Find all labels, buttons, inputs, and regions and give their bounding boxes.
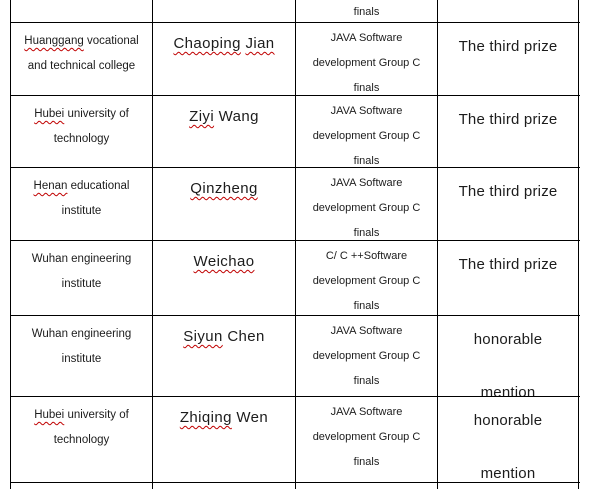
text-segment: development Group C [312, 202, 421, 214]
text-line [296, 344, 437, 369]
cell-award[interactable] [438, 397, 579, 482]
text-line [296, 319, 437, 344]
misspelled-word: Zhiqing [179, 409, 232, 426]
text-segment: Wuhan engineering [31, 328, 132, 340]
text-segment: Wuhan engineering [31, 253, 132, 265]
table-row [11, 0, 580, 23]
text-segment: finals [353, 456, 380, 468]
text-segment: institute [61, 205, 102, 217]
text-segment: finals [353, 300, 380, 312]
cell-institution[interactable] [11, 397, 153, 482]
text-line [438, 107, 578, 132]
table-row [11, 483, 580, 489]
cell-award[interactable] [438, 23, 579, 95]
text-line [438, 461, 578, 482]
cell-award[interactable] [438, 483, 579, 489]
text-segment: educational [67, 180, 130, 192]
cell-award[interactable] [438, 168, 579, 240]
text-segment: and technical college [27, 60, 136, 72]
text-line [296, 244, 437, 269]
text-segment: development Group C [312, 350, 421, 362]
cell-institution[interactable] [11, 0, 153, 22]
text-segment: institute [61, 278, 102, 290]
text-segment: The third prize [458, 256, 558, 273]
text-segment: The third prize [458, 111, 558, 128]
text-segment: JAVA Software [330, 32, 403, 44]
text-segment: Chen [222, 328, 265, 345]
text-segment: finals [353, 155, 380, 167]
cell-event-category[interactable] [296, 397, 438, 482]
text-segment: university of [64, 409, 129, 421]
table-row [11, 316, 580, 397]
cell-event-category[interactable] [296, 23, 438, 95]
cell-institution[interactable] [11, 316, 153, 396]
text-line [296, 369, 437, 394]
text-segment: vocational [83, 35, 139, 47]
text-line [153, 405, 295, 430]
text-segment: honorable [473, 331, 543, 348]
text-line [153, 249, 295, 274]
text-segment: finals [353, 82, 380, 94]
misspelled-word: Huanggang [24, 35, 84, 47]
text-line [11, 54, 152, 79]
text-line [438, 179, 578, 204]
text-line [11, 199, 152, 224]
text-segment: Wang [214, 108, 259, 125]
text-segment: The third prize [458, 38, 558, 55]
text-line [11, 322, 152, 347]
text-line [438, 408, 578, 433]
text-line [153, 176, 295, 201]
text-line [296, 269, 437, 294]
text-line [296, 294, 437, 315]
text-line [296, 149, 437, 167]
cell-event-category[interactable] [296, 168, 438, 240]
text-line [296, 171, 437, 196]
table-row [11, 23, 580, 96]
cell-institution[interactable] [11, 168, 153, 240]
text-line [296, 51, 437, 76]
text-line [296, 400, 437, 425]
text-line [296, 450, 437, 475]
misspelled-word: Jian [245, 35, 275, 52]
text-line [153, 31, 295, 56]
cell-participant-name[interactable] [153, 241, 296, 315]
cell-participant-name[interactable] [153, 483, 296, 489]
cell-award[interactable] [438, 241, 579, 315]
text-segment: Wen [231, 409, 269, 426]
text-line [153, 104, 295, 129]
cell-institution[interactable] [11, 96, 153, 167]
cell-award[interactable] [438, 316, 579, 396]
text-line [11, 29, 152, 54]
text-line [296, 0, 437, 22]
text-segment: JAVA Software [330, 406, 403, 418]
text-segment: mention [480, 384, 536, 396]
cell-participant-name[interactable] [153, 316, 296, 396]
text-line [11, 272, 152, 297]
text-segment: JAVA Software [330, 105, 403, 117]
misspelled-word: Henan [33, 180, 68, 192]
text-line [11, 127, 152, 152]
text-line [296, 124, 437, 149]
misspelled-word: Ziyi [189, 108, 215, 125]
text-line [438, 34, 578, 59]
text-segment: development Group C [312, 57, 421, 69]
cell-institution[interactable] [11, 483, 153, 489]
text-segment: institute [61, 353, 102, 365]
cell-participant-name[interactable] [153, 168, 296, 240]
table-row [11, 168, 580, 241]
text-segment: finals [353, 227, 380, 239]
table-row [11, 397, 580, 483]
misspelled-word: Siyun [183, 328, 223, 345]
text-segment: honorable [473, 412, 543, 429]
text-segment: development Group C [312, 130, 421, 142]
text-segment: JAVA Software [330, 177, 403, 189]
text-line [438, 252, 578, 277]
cell-award[interactable] [438, 96, 579, 167]
text-line [11, 403, 152, 428]
cell-participant-name[interactable] [153, 397, 296, 482]
text-segment: development Group C [312, 431, 421, 443]
text-line [296, 221, 437, 240]
text-segment: mention [480, 465, 536, 482]
cell-event-category[interactable] [296, 316, 438, 396]
cell-event-category[interactable] [296, 483, 438, 489]
text-segment: university of [64, 108, 129, 120]
table-row [11, 241, 580, 316]
text-line [153, 324, 295, 349]
text-segment: finals [353, 375, 380, 387]
text-segment: development Group C [312, 275, 421, 287]
text-line [296, 99, 437, 124]
cell-participant-name[interactable] [153, 0, 296, 22]
cell-participant-name[interactable] [153, 23, 296, 95]
misspelled-word: Weichao [193, 253, 255, 270]
text-segment: C/ C ++Software [325, 250, 408, 262]
text-line [11, 428, 152, 453]
misspelled-word: Hubei [34, 108, 65, 120]
misspelled-word: Chaoping [173, 35, 241, 52]
cell-event-category[interactable] [296, 0, 438, 22]
cell-participant-name[interactable] [153, 96, 296, 167]
table-row [11, 96, 580, 168]
text-line [296, 425, 437, 450]
text-segment: The third prize [458, 183, 558, 200]
award-results-table [10, 0, 580, 489]
text-line [438, 380, 578, 396]
cell-institution[interactable] [11, 23, 153, 95]
text-segment: technology [53, 434, 110, 446]
text-line [296, 26, 437, 51]
cell-event-category[interactable] [296, 96, 438, 167]
text-line [11, 347, 152, 372]
text-segment: technology [53, 133, 110, 145]
cell-institution[interactable] [11, 241, 153, 315]
text-segment: JAVA Software [330, 325, 403, 337]
cell-event-category[interactable] [296, 241, 438, 315]
cell-award[interactable] [438, 0, 579, 22]
text-line [296, 196, 437, 221]
text-line [11, 174, 152, 199]
misspelled-word: Qinzheng [190, 180, 258, 197]
text-line [438, 327, 578, 352]
text-line [11, 102, 152, 127]
misspelled-word: Hubei [34, 409, 65, 421]
text-line [11, 247, 152, 272]
text-line [296, 76, 437, 95]
text-segment: finals [353, 6, 380, 18]
